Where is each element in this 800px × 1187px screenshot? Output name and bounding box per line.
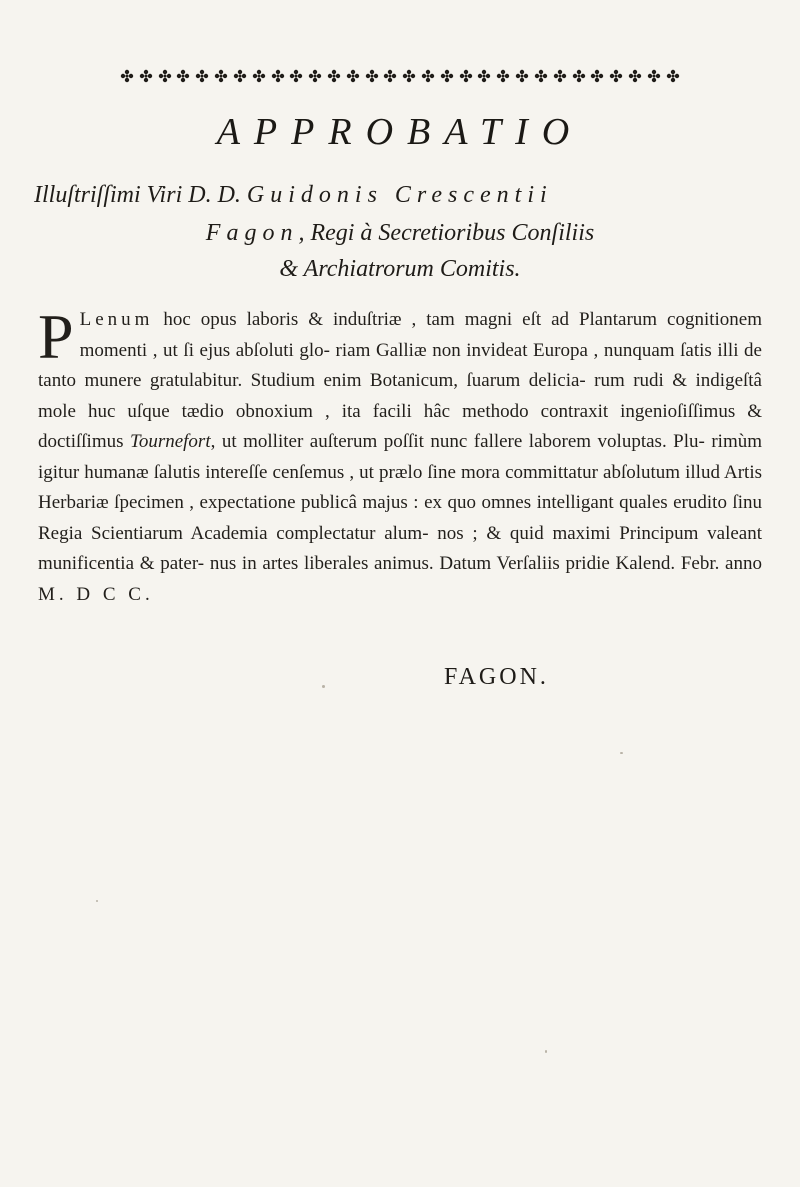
paper-speck: [322, 685, 325, 688]
subtitle-surname: Fagon: [205, 220, 299, 246]
fleuron-icon: [308, 69, 322, 83]
body-text-part-1: hoc opus laboris & induſtriæ , tam magni eſt ad Plantarum cognitionem momenti , ut ſi ejus abſoluti glo- riam Galliæ non invideat Europa , nunquam ſatis illi de tanto munere gratulabitur. Studium enim Botanicum, ſuarum delicia- rum rudi & indigeſtâ mole huc uſque tædio obnoxium , ita facili hâc methodo contraxit ingenioſiſſimus & doctiſſimus: [38, 309, 762, 452]
ornament-border: [120, 64, 680, 88]
approbation-text: [38, 301, 763, 610]
fleuron-icon: [534, 69, 548, 83]
paper-speck: [96, 900, 98, 902]
fleuron-icon: [327, 69, 341, 83]
fleuron-icon: [365, 69, 379, 83]
fleuron-icon: [139, 69, 153, 83]
fleuron-icon: [515, 69, 529, 83]
date-year: M. D C C.: [38, 583, 154, 605]
paper-speck: [545, 1050, 547, 1053]
subtitle-line-2: [0, 220, 800, 247]
fleuron-icon: [590, 69, 604, 83]
subtitle-office: , Regi à Secretioribus Conſiliis: [298, 220, 595, 246]
fleuron-icon: [120, 69, 134, 83]
fleuron-icon: [553, 69, 567, 83]
fleuron-icon: [402, 69, 416, 83]
fleuron-icon: [214, 69, 228, 83]
subtitle-line-3: & Archiatrorum Comitis.: [279, 256, 521, 282]
fleuron-icon: [496, 69, 510, 83]
first-word: Lenum: [79, 309, 154, 330]
fleuron-icon: [233, 69, 247, 83]
fleuron-icon: [609, 69, 623, 83]
body-text-part-2: , ut molliter auſterum poſſit nunc fallere laborem voluptas. Plu- rimùm igitur humanæ ſalutis intereſſe cenſemus , ut prælo ſine mora committatur abſolutum illud Artis Herbariæ ſpecimen , expectatione publicâ majus : ex quo omnes intelligant quales erudito ſinu Regia Scientiarum Academia complectatur alum- nos ; & quid maximi Principum valeant munificentia & pater- nus in artes liberales animus. Datum Verſaliis pridie Kalend. Febr. anno: [38, 431, 763, 574]
fleuron-icon: [421, 69, 435, 83]
fleuron-icon: [477, 69, 491, 83]
fleuron-icon: [252, 69, 266, 83]
fleuron-icon: [346, 69, 360, 83]
fleuron-icon: [440, 69, 454, 83]
fleuron-icon: [158, 69, 172, 83]
fleuron-icon: [628, 69, 642, 83]
fleuron-icon: [459, 69, 473, 83]
subtitle-line-1: [34, 182, 794, 209]
fleuron-icon: [572, 69, 586, 83]
page-title: APPROBATIO: [216, 111, 584, 153]
signature: FAGON.: [444, 664, 549, 690]
fleuron-icon: [195, 69, 209, 83]
fleuron-icon: [176, 69, 190, 83]
fleuron-icon: [647, 69, 661, 83]
subtitle-name: Guidonis Crescentii: [246, 182, 553, 208]
paper-speck: [620, 752, 623, 754]
drop-cap: P: [38, 301, 74, 372]
fleuron-icon: [383, 69, 397, 83]
fleuron-icon: [289, 69, 303, 83]
fleuron-icon: [666, 69, 680, 83]
fleuron-icon: [271, 69, 285, 83]
author-name: Tournefort: [130, 431, 211, 452]
subtitle-prefix: Illuſtriſſimi Viri D. D.: [34, 182, 247, 208]
